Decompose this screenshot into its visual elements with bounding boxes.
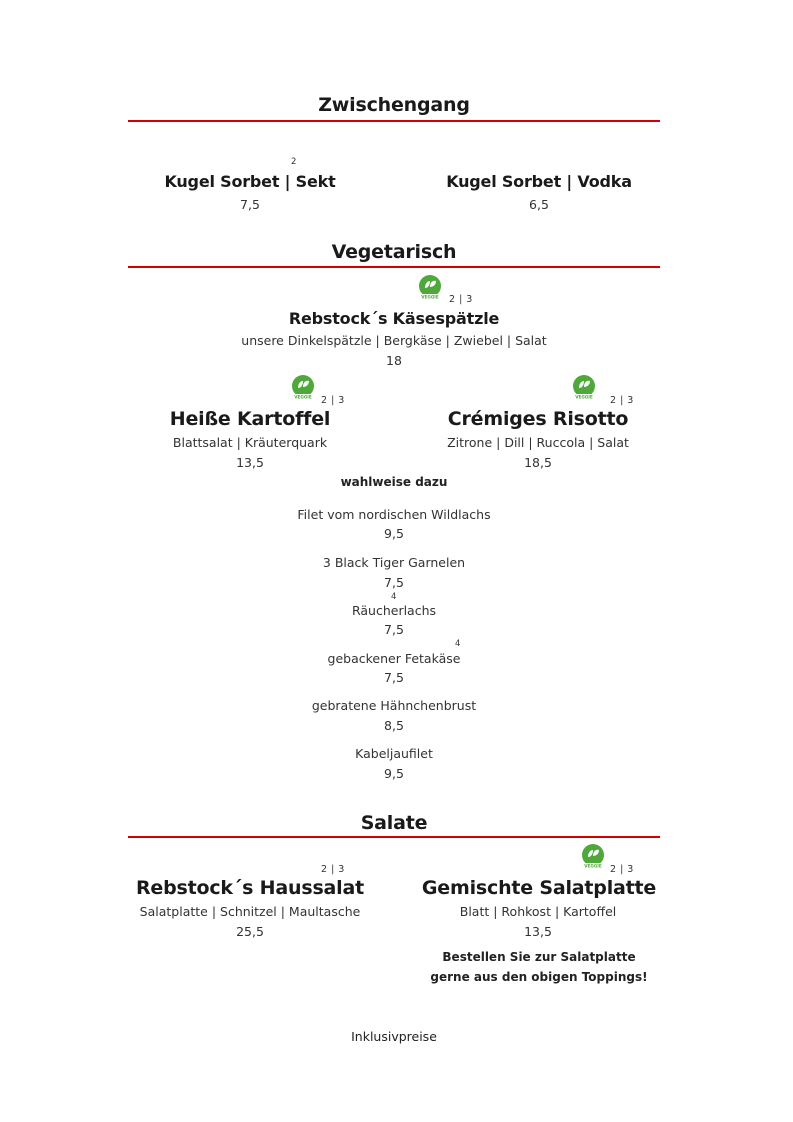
dish-title-haussalat: Rebstock´s Haussalat	[136, 877, 364, 899]
dish-description: unsere Dinkelspätzle | Bergkäse | Zwiebel | Salat	[241, 333, 547, 348]
dish-price: 6,5	[529, 197, 549, 212]
dish-description: Blattsalat | Kräuterquark	[172, 435, 328, 450]
veggie-badge-icon	[580, 843, 606, 869]
dish-price: 13,5	[524, 924, 552, 939]
dish-description: Salatplatte | Schnitzel | Maultasche	[139, 904, 361, 919]
section-divider	[128, 266, 660, 268]
allergen-note: 2 | 3	[610, 864, 634, 875]
dish-price: 18	[386, 353, 402, 368]
allergen-note: 2 | 3	[449, 294, 473, 305]
extra-item-price: 8,5	[384, 718, 404, 733]
section-title-vegetarisch: Vegetarisch	[331, 241, 457, 263]
extra-item-price: 7,5	[384, 670, 404, 685]
salad-note-line1: Bestellen Sie zur Salatplatte	[442, 950, 636, 964]
extra-item-name: Räucherlachs	[351, 603, 437, 618]
allergen-note: 2	[291, 157, 297, 167]
section-title-zwischengang: Zwischengang	[318, 94, 470, 116]
svg-text:VEGGIE: VEGGIE	[584, 863, 602, 869]
dish-price: 25,5	[236, 924, 264, 939]
svg-text:VEGGIE: VEGGIE	[575, 394, 593, 400]
dish-description: Zitrone | Dill | Ruccola | Salat	[447, 435, 629, 450]
allergen-note: 4	[391, 592, 397, 602]
allergen-note: 2 | 3	[610, 395, 634, 406]
svg-text:VEGGIE: VEGGIE	[421, 294, 439, 300]
dish-title-kaesespaetzle: Rebstock´s Käsespätzle	[288, 309, 500, 328]
extra-item-name: Filet vom nordischen Wildlachs	[297, 507, 491, 522]
extra-item-name: Kabeljaufilet	[355, 746, 433, 761]
section-divider	[128, 120, 660, 122]
footer-inklusivpreise: Inklusivpreise	[351, 1029, 437, 1044]
extra-item-name: gebratene Hähnchenbrust	[311, 698, 477, 713]
salad-note-line2: gerne aus den obigen Toppings!	[430, 970, 648, 984]
dish-title-sorbet-vodka: Kugel Sorbet | Vodka	[446, 172, 632, 191]
extras-heading: wahlweise dazu	[340, 475, 448, 489]
extra-item-price: 9,5	[384, 526, 404, 541]
extra-item-name: gebackener Fetakäse	[327, 651, 461, 666]
allergen-note: 4	[455, 639, 461, 649]
dish-title-heisse-kartoffel: Heiße Kartoffel	[169, 408, 331, 430]
dish-price: 7,5	[240, 197, 260, 212]
extra-item-price: 7,5	[384, 575, 404, 590]
extra-item-price: 9,5	[384, 766, 404, 781]
veggie-badge-icon	[571, 374, 597, 400]
allergen-note: 2 | 3	[321, 395, 345, 406]
svg-text:VEGGIE: VEGGIE	[294, 394, 312, 400]
dish-price: 18,5	[524, 455, 552, 470]
allergen-note: 2 | 3	[321, 864, 345, 875]
extra-item-price: 7,5	[384, 622, 404, 637]
dish-title-cremiges-risotto: Crémiges Risotto	[447, 408, 629, 430]
dish-title-gemischte-salatplatte: Gemischte Salatplatte	[421, 877, 657, 899]
dish-price: 13,5	[236, 455, 264, 470]
veggie-badge-icon	[290, 374, 316, 400]
section-divider	[128, 836, 660, 838]
section-title-salate: Salate	[360, 812, 428, 834]
veggie-badge-icon	[417, 274, 443, 300]
extra-item-name: 3 Black Tiger Garnelen	[322, 555, 466, 570]
dish-description: Blatt | Rohkost | Kartoffel	[459, 904, 617, 919]
dish-title-sorbet-sekt: Kugel Sorbet | Sekt	[164, 172, 336, 191]
